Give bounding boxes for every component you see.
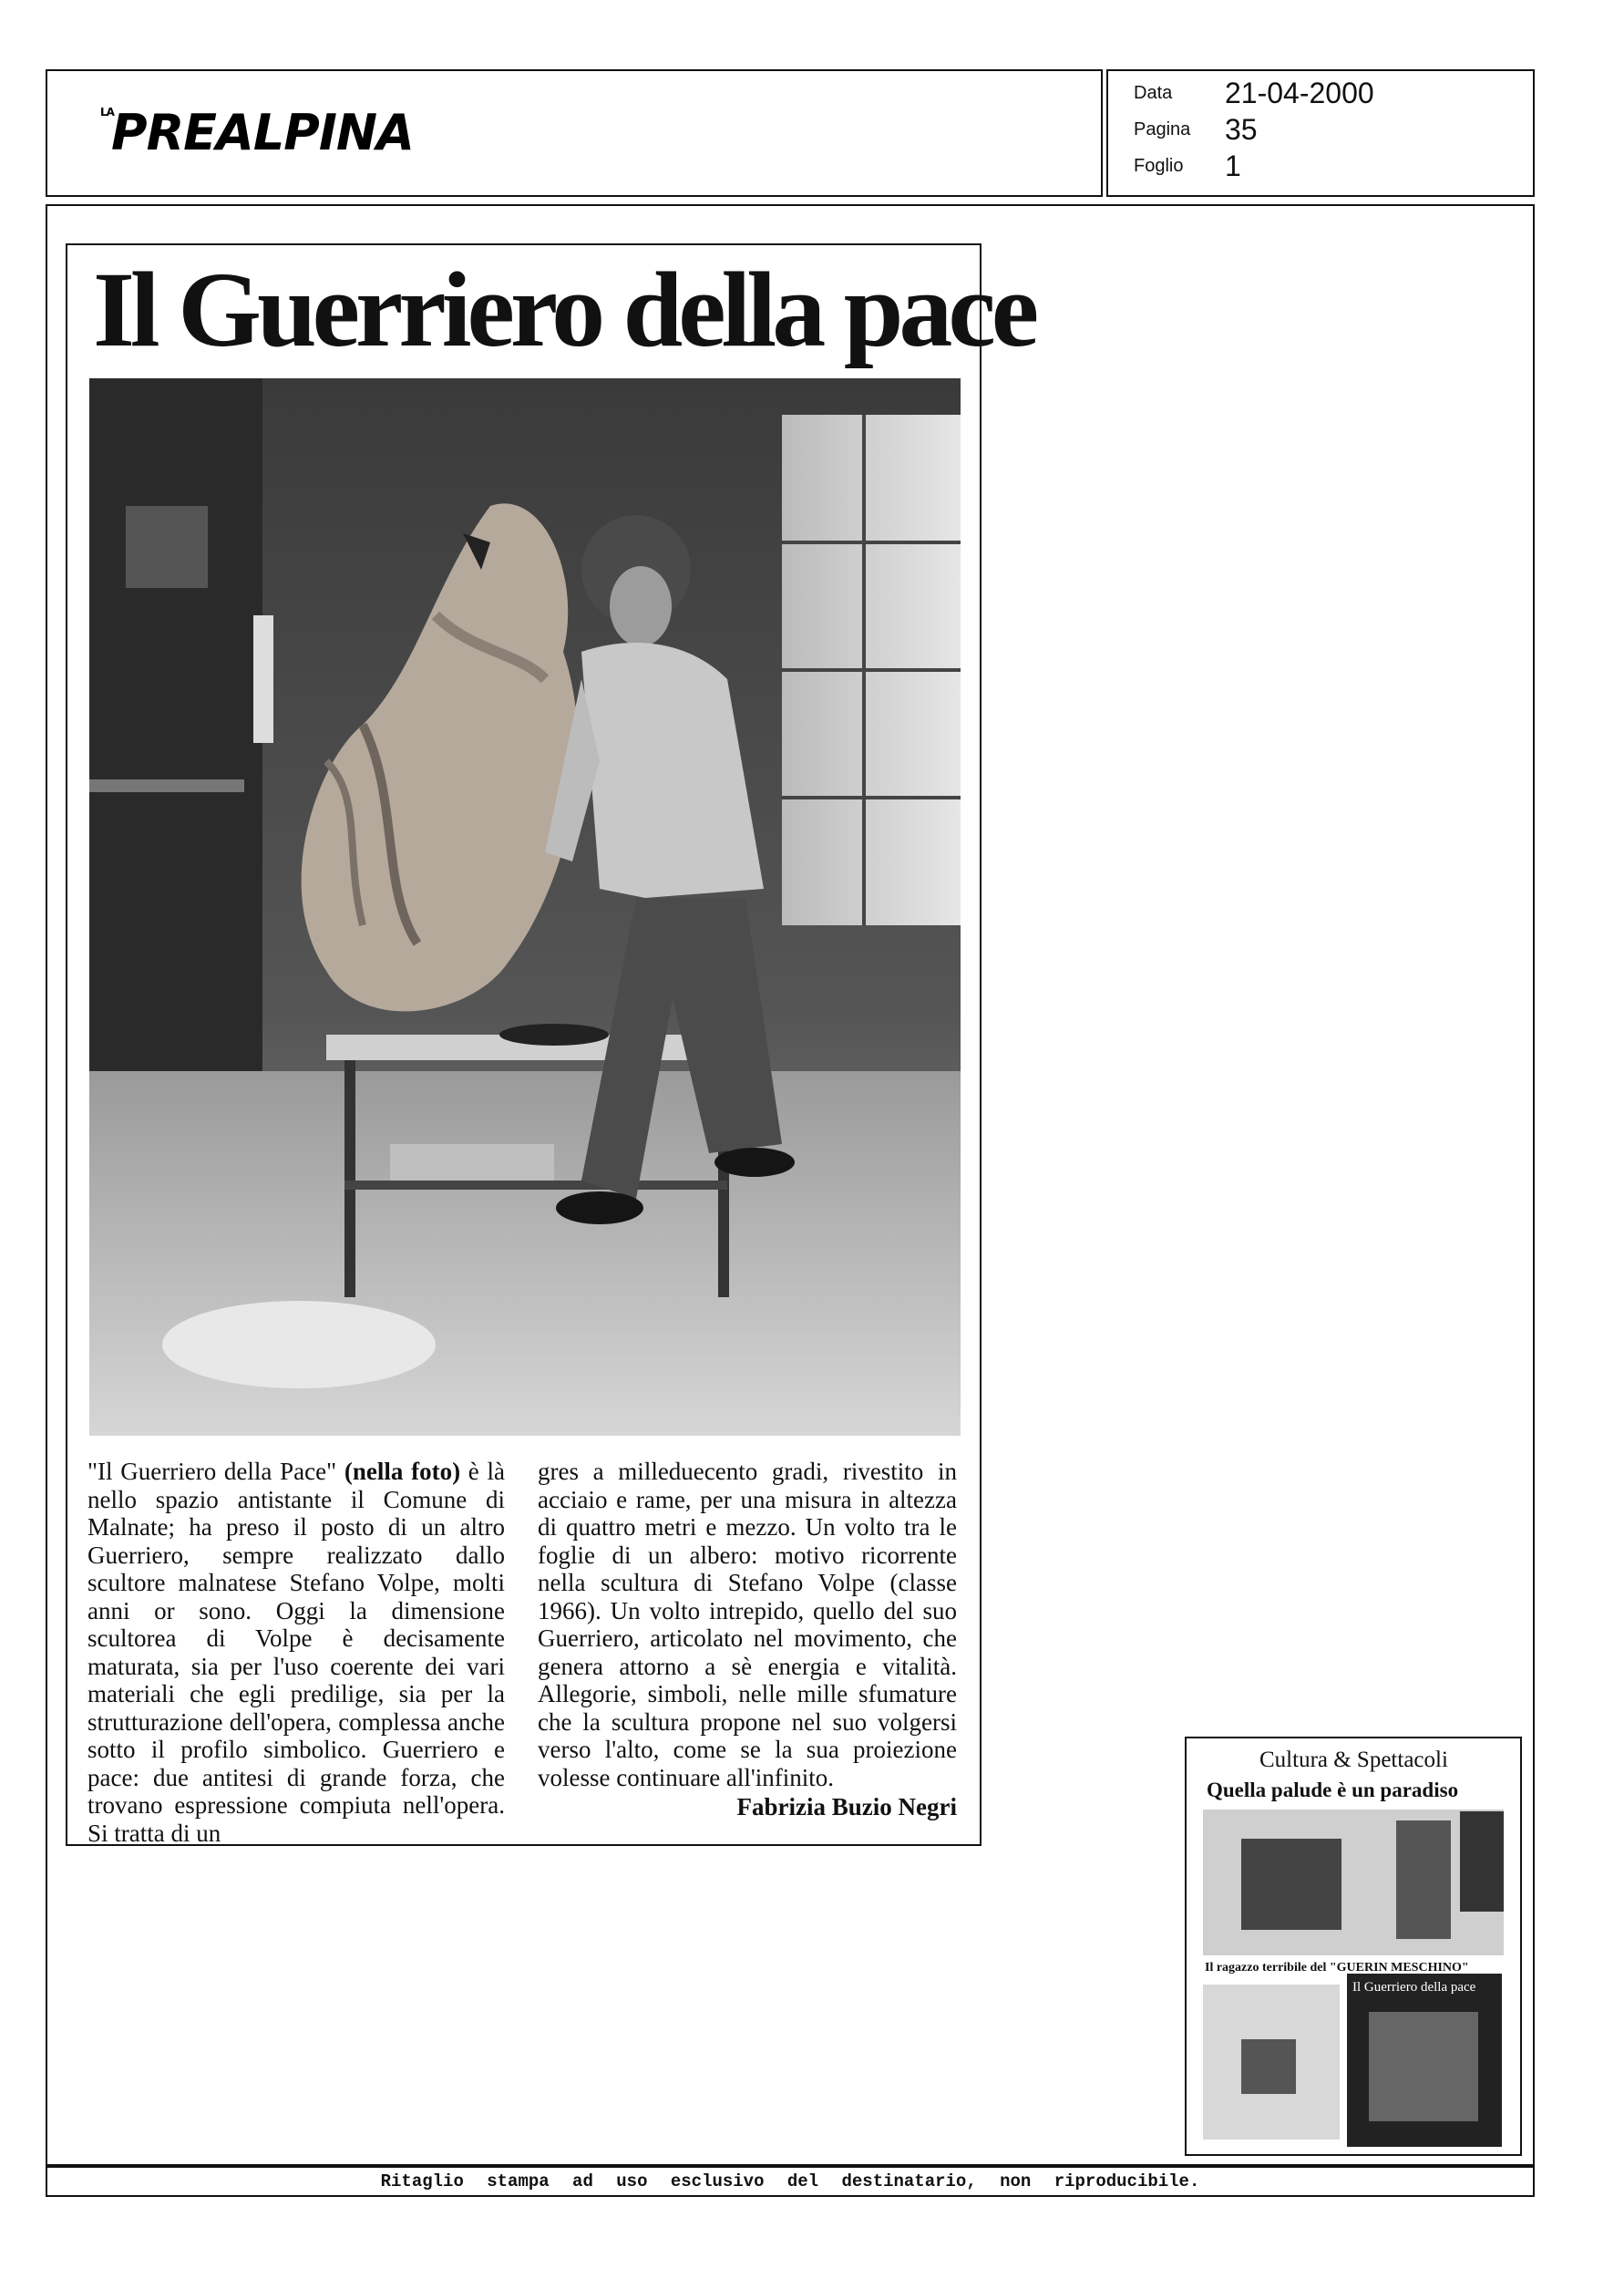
article-text: è là nello spazio antistante il Comune di Malnate; ha preso il posto di un altro Guerriero, sempre realizzato dallo scultore malnatese Stefano Volpe, molti anni or sono. Oggi la dimensione scultorea di Volpe è decisamente maturata, sia per l'uso coerente dei vari materiali che egli predilige, sia per la strutturazione dell'opera, complessa anche sotto il profilo simbolico. Guerriero e pace: due antitesi di grande forza, che trovano espressione compiuta nell'opera. Si tratta di un: [87, 1458, 505, 1847]
thumbnail-headline-2: Il ragazzo terribile del "GUERIN MESCHINO": [1205, 1961, 1469, 1975]
photo-reference: (nella foto): [344, 1458, 461, 1485]
article-text: gres a milleduecento gradi, rivestito in acciaio e rame, per una misura in altezza di quattro metri e mezzo. Un volto tra le foglie di un albero: motivo ricorrente nella scultura di Stefano Volpe (classe 1966). Un volto intrepido, quello del suo Guerriero, articolato nel movimento, che genera attorno a sè energia e vitalità. Allegorie, simboli, nelle mille sfumature che la scultura propone nel suo volgersi verso l'alto, come se la sua proiezione volesse continuare all'infinito.: [538, 1458, 957, 1791]
page-thumbnail: [1185, 1737, 1522, 2156]
footer-notice: Ritaglio stampa ad uso esclusivo del destinatario, non riproducibile.: [46, 2166, 1535, 2197]
meta-page: [1134, 113, 1258, 147]
article-column-1: [87, 1458, 505, 1847]
meta-value: 1: [1225, 150, 1241, 182]
meta-value: 21-04-2000: [1225, 77, 1374, 109]
masthead-box: [46, 69, 1103, 197]
logo-prefix: LA: [100, 106, 114, 119]
meta-label: Foglio: [1134, 156, 1184, 176]
metadata-box: [1106, 69, 1535, 197]
logo-text: PREALPINA: [111, 104, 414, 161]
newspaper-logo: [100, 104, 414, 161]
author-byline: Fabrizia Buzio Negri: [736, 1793, 957, 1820]
meta-sheet: [1134, 150, 1241, 183]
meta-label: Data: [1134, 83, 1173, 103]
meta-date: [1134, 77, 1374, 110]
thumbnail-inset-title: Il Guerriero della pace: [1352, 1980, 1476, 1995]
photo-illustration: [89, 378, 961, 1436]
article-column-2: [538, 1458, 957, 1821]
article-title: Il Guerriero della pace: [93, 250, 1035, 369]
meta-label: Pagina: [1134, 119, 1191, 139]
article-box: [66, 243, 1035, 1847]
thumbnail-headline-1: Quella palude è un paradiso: [1207, 1779, 1459, 1801]
meta-value: 35: [1225, 113, 1258, 146]
thumbnail-section-header: Cultura & Spettacoli: [1259, 1748, 1448, 1772]
article-text: "Il Guerriero della Pace": [87, 1458, 344, 1485]
sculpture-photo: [89, 378, 961, 1436]
